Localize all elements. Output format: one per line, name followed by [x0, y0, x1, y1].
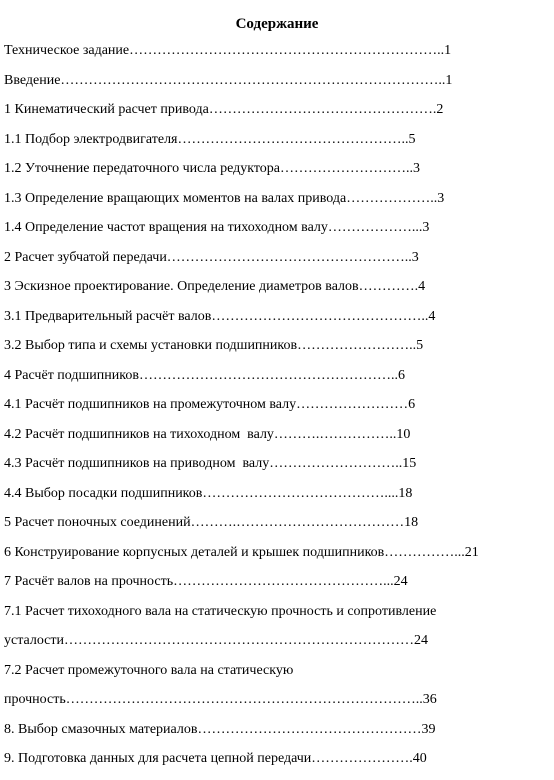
toc-entry: 4.3 Расчёт подшипников на приводном валу………………………..15 — [4, 456, 417, 471]
toc-entry: 4.4 Выбор посадки подшипников…………………………………....18 — [4, 485, 413, 501]
toc-entry: прочность…………………………………………………………………..36 — [4, 692, 437, 707]
toc-entry: 7 Расчёт валов на прочность………………………………………...24 — [4, 574, 408, 589]
toc-entry: Техническое задание…………………………………………………………..1 — [4, 43, 452, 58]
toc-entry: 5 Расчет поночных соединений……….………………………………18 — [4, 515, 419, 530]
toc-entry: 7.1 Расчет тихоходного вала на статическую прочность и сопротивление — [4, 603, 437, 619]
toc-entry: 3.2 Выбор типа и схемы установки подшипников……………………..5 — [4, 338, 424, 353]
toc-entry: 9. Подготовка данных для расчета цепной передачи………………….40 — [4, 751, 427, 766]
toc-entry: 1 Кинематический расчет привода………………………………………….2 — [4, 102, 444, 117]
toc-entry: 1.3 Определение вращающих моментов на валах привода………………..3 — [4, 190, 445, 206]
toc-entry: 4 Расчёт подшипников………………………………………………..6 — [4, 367, 405, 383]
toc-entry: 4.2 Расчёт подшипников на тихоходном валу……….……………..10 — [4, 426, 411, 442]
page-title: Содержание — [235, 16, 319, 32]
table-of-contents — [4, 42, 544, 780]
toc-entry: 1.2 Уточнение передаточного числа редуктора………………………..3 — [4, 161, 421, 176]
toc-entry: Введение………………………………………………………………………..1 — [4, 72, 453, 88]
toc-entry: 4.1 Расчёт подшипников на промежуточном валу……………………6 — [4, 397, 416, 412]
toc-entry: 2 Расчет зубчатой передачи……………………………………………..3 — [4, 249, 419, 265]
toc-entry: 3 Эскизное проектирование. Определение диаметров валов………….4 — [4, 279, 426, 294]
toc-entry: 1.1 Подбор электродвигателя…………………………………………..5 — [4, 131, 416, 147]
toc-entry: 3.1 Предварительный расчёт валов………………………………………..4 — [4, 308, 436, 324]
toc-entry: 1.4 Определение частот вращения на тихоходном валу………………...3 — [4, 220, 430, 235]
toc-entry: 7.2 Расчет промежуточного вала на статическую — [4, 662, 294, 678]
toc-entry: 6 Конструирование корпусных деталей и крышек подшипников……………...21 — [4, 544, 479, 560]
toc-entry: 8. Выбор смазочных материалов…………………………………………39 — [4, 721, 436, 737]
toc-entry: усталости…………………………………………………………………24 — [4, 633, 428, 648]
